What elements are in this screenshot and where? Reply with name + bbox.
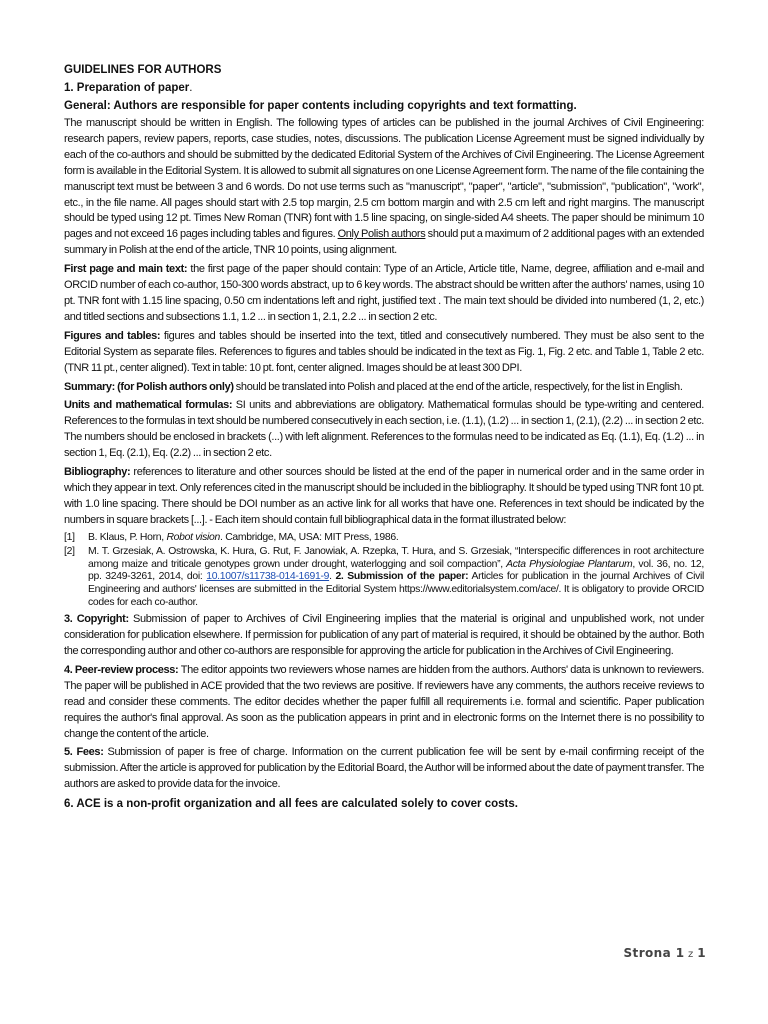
- fees-paragraph: [64, 745, 704, 793]
- general-statement: General: Authors are responsible for paper contents including copyrights and text formatting.: [64, 100, 577, 112]
- bibliography-paragraph: [64, 465, 704, 529]
- section-heading-preparation: [64, 80, 704, 96]
- ref-period: .: [329, 571, 336, 583]
- summary-label: Summary: (for Polish authors only): [64, 380, 236, 393]
- heading-dot: .: [189, 82, 193, 94]
- first-page-label: First page and main text:: [64, 263, 191, 276]
- reference-text: [88, 532, 704, 545]
- reference-item: [64, 546, 704, 609]
- ref-authors: M. T. Grzesiak, A. Ostrowska, K. Hura, G. Rut, F. Janowiak, A. Rzepka, T. Hura, and S. Grzesiak, “Interspecific differences in root architecture among maize and triticale genotypes grown under drought, waterlogging and soil compaction”,: [88, 546, 704, 570]
- summary-paragraph: [64, 380, 704, 396]
- ref-authors: B. Klaus, P. Horn,: [88, 531, 167, 543]
- units-label: Units and mathematical formulas:: [64, 399, 236, 412]
- copyright-text: Submission of paper to Archives of Civil Engineering implies that the material is original and unpublished work, not under consideration for publication elsewhere. If permission for publication of any part of material is required, it should be obtained by the author. Both the corresponding author and other co-authors are responsible for approving the article for publication in the Archives of Civil Engineering.: [64, 613, 705, 658]
- submission-label: 2. Submission of the paper:: [335, 571, 469, 583]
- manuscript-paragraph: [64, 116, 704, 259]
- footer-strona: Strona: [623, 946, 676, 960]
- nonprofit-statement: 6. ACE is a non-profit organization and all fees are calculated solely to cover costs.: [64, 798, 518, 811]
- fees-text: Submission of paper is free of charge. Information on the current publication fee will be sent by e-mail confirming receipt of the submission. After the article is approved for publication by the Editorial Board, the Author will be informed about the date of payment transfer. The authors are asked to provide data for the invoice.: [64, 746, 704, 791]
- peer-review-paragraph: [64, 663, 704, 743]
- first-page-text: the first page of the paper should contain: Type of an Article, Article title, Name, degree, affiliation and e-mail and ORCID number of each co-author, 150-300 words abstract, up to 6 key words. The abstract should be written after the authors' names, using 10 pt. TNR font with 1.15 line spacing, 0.50 cm indentations left and right, justified text . The main text should be divided into numbered (1, 2, etc.) and titled sections and subsections 1.1, 1.2 ... in section 1, 2.1, 2.2 ... in section 2 etc.: [64, 263, 704, 323]
- submission-text: Articles for publication in the journal Archives of Civil Engineering and authors' licenses are submitted in the Editorial System https://www.editorialsystem.com/ace/. It is obligatory to provide ORCID codes for each co-author.: [88, 571, 704, 608]
- peer-review-label: 4. Peer-review process:: [64, 663, 181, 676]
- figures-text: figures and tables should be inserted into the text, titled and consecutively numbered. They must be also sent to the Editorial System as separate files. References to figures and tables should be indicated in the text as Fig. 1, Fig. 2 etc. and Table 1, Table 2 etc. (TNR 11 pt., center aligned). Text in table: 10 pt. font, center aligned. Images should be at least 300 DPI.: [64, 329, 704, 374]
- fees-label: 5. Fees:: [64, 746, 108, 759]
- reference-list: [64, 532, 704, 610]
- document-title: GUIDELINES FOR AUTHORS: [64, 64, 222, 76]
- ref-volume: , vol. 36, no. 12, pp. 3249-3261, 2014, doi:: [88, 558, 704, 583]
- units-text: SI units and abbreviations are obligatory. Mathematical formulas should be type-writing and centered. References to the formulas in text should be numbered consecutively in each section, i.e. (1.1), (1.2) ... in section 1, (2.1), (2.2) ... in section 2 etc. The numbers should be enclosed in brackets (...) with left alignment. References to the formulas need to be indicated as Eq. (1.1), Eq. (1.2) ... in section 1, Eq. (2.1), Eq. (2.2) ... in section 2 etc.: [64, 399, 704, 460]
- document-body: [64, 62, 704, 814]
- figures-paragraph: [64, 329, 704, 377]
- first-page-paragraph: [64, 262, 704, 326]
- copyright-label: 3. Copyright:: [64, 613, 134, 626]
- footer-total-pages: 1: [697, 946, 706, 960]
- ref-title-italic: Robot vision: [166, 531, 221, 543]
- figures-label: Figures and tables:: [64, 329, 164, 342]
- units-paragraph: [64, 398, 704, 462]
- manuscript-text-a: The manuscript should be written in English. The following types of articles can be published in the journal Archives of Civil Engineering: research papers, review papers, reports, case studies, notes, discussions. The publication License Agreement must be signed individually by each of the co-authors and should be submitted by the dedicated Editorial System of the Archives of Civil Engineering. The License Agreement form is available in the Editorial System. It is allowed to submit all signatures on one License Agreement form. The name of the file containing the manuscript text must be between 3 and 6 words. Do not use terms such as "manuscript", "paper", "article", "submission", "publication", "work", etc., in the file name. All pages should start with 2.5 top margin, 2.5 cm bottom margin and with 2.5 cm left and right margins. The manuscript should be typed using 12 pt. Times New Roman (TNR) font with 1.5 line spacing, on single-sided A4 sheets. The paper should be minimum 10 pages and not exceed 16 pages including tables and figures.: [64, 117, 704, 241]
- reference-number: [2]: [64, 546, 75, 558]
- doi-link[interactable]: 10.1007/s11738-014-1691-9: [206, 571, 330, 583]
- ref-publisher: . Cambridge, MA, USA: MIT Press, 1986.: [220, 531, 399, 543]
- heading-text: 1. Preparation of paper: [64, 82, 190, 94]
- bibliography-label: Bibliography:: [64, 466, 134, 479]
- reference-number: [1]: [64, 531, 75, 543]
- peer-review-text: The editor appoints two reviewers whose names are hidden from the authors. Authors' data is unknown to reviewers. The paper will be published in ACE provided that the two reviews are positive. If reviewers have any comments, the authors receive reviews to read and consider these comments. The editor decides whether the paper fulfill all requirements i.e. formal and scientific. Paper publication requires the author's final approval. As soon as the publication appears in print and in electronic forms on the Internet there is no possibility to change the content of the article.: [64, 663, 704, 740]
- manuscript-text-b: should put a maximum of 2 additional pages with an extended summary in Polish at the end of the article, TNR 10 points, using alignment.: [64, 228, 704, 257]
- reference-text: [88, 546, 704, 609]
- polish-authors-underlined: Only Polish authors: [337, 228, 426, 241]
- bibliography-text: references to literature and other sources should be listed at the end of the paper in numerical order and in the same order in which they appear in text. Only references cited in the manuscript should be included in the bibliography. It should be typed using TNR font 10 pt. with 1.0 line spacing. There should be DOI number as an active link for all works that have one. References in text should be indicated by the numbers in square brackets [...]. - Each item should contain full bibliographical data in the format illustrated below:: [64, 466, 704, 526]
- summary-text: should be translated into Polish and placed at the end of the article, respectively, for the list in English.: [235, 380, 683, 393]
- reference-item: [64, 532, 704, 545]
- footer-page-number: 1: [675, 946, 685, 960]
- page-footer: [624, 946, 706, 960]
- footer-of: z: [684, 949, 698, 960]
- copyright-paragraph: [64, 612, 704, 660]
- ref-journal-italic: Acta Physiologiae Plantarum: [506, 558, 633, 570]
